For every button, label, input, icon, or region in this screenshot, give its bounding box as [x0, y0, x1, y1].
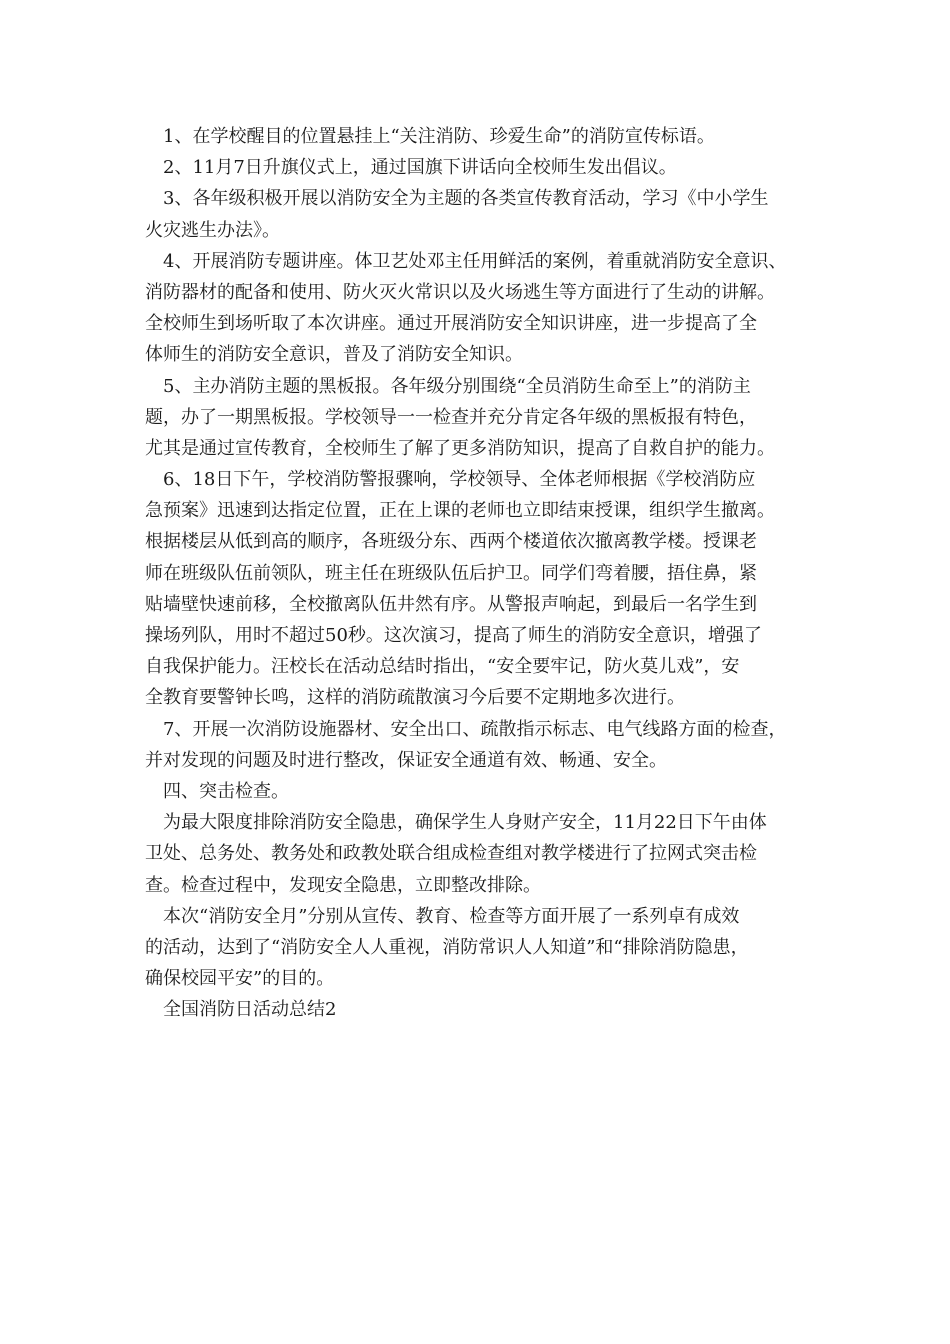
text-line: 5、主办消防主题的黑板报。各年级分别围绕“全员消防生命至上”的消防主 — [163, 375, 751, 397]
text-line: 消防器材的配备和使用、防火灭火常识以及火场逃生等方面进行了生动的讲解。 — [145, 281, 775, 303]
text-line: 6、18日下午，学校消防警报骤响，学校领导、全体老师根据《学校消防应 — [163, 469, 756, 491]
document-body — [145, 121, 815, 1025]
text-line: 3、各年级积极开展以消防安全为主题的各类宣传教育活动，学习《中小学生 — [163, 188, 769, 210]
text-line: 自我保护能力。汪校长在活动总结时指出，“安全要牢记，防火莫儿戏”，安 — [145, 656, 740, 678]
text-line: 操场列队，用时不超过50秒。这次演习，提高了师生的消防安全意识，增强了 — [145, 625, 762, 646]
text-line: 为最大限度排除消防安全隐患，确保学生人身财产安全，11月22日下午由体 — [163, 812, 767, 834]
text-line: 体师生的消防安全意识，普及了消防安全知识。 — [145, 344, 523, 366]
text-line: 火灾逃生办法》。 — [145, 219, 280, 241]
text-line: 查。检查过程中，发现安全隐患，立即整改排除。 — [145, 874, 541, 896]
text-line: 确保校园平安”的目的。 — [145, 968, 335, 990]
text-line: 师在班级队伍前领队，班主任在班级队伍后护卫。同学们弯着腰，捂住鼻，紧 — [145, 562, 757, 584]
text-line: 全校师生到场听取了本次讲座。通过开展消防安全知识讲座，进一步提高了全 — [145, 313, 757, 335]
text-line: 四、突击检查。 — [163, 780, 289, 802]
text-line: 全教育要警钟长鸣，这样的消防疏散演习今后要不定期地多次进行。 — [145, 687, 685, 709]
text-line: 4、开展消防专题讲座。体卫艺处邓主任用鲜活的案例，着重就消防安全意识、 — [163, 250, 787, 272]
text-line: 题，办了一期黑板报。学校领导一一检查并充分肯定各年级的黑板报有特色， — [145, 406, 757, 428]
text-line: 全国消防日活动总结2 — [163, 999, 337, 1021]
text-line: 根据楼层从低到高的顺序，各班级分东、西两个楼道依次撤离教学楼。授课老 — [145, 531, 757, 553]
text-line: 1、在学校醒目的位置悬挂上“关注消防、珍爱生命”的消防宣传标语。 — [163, 126, 715, 147]
text-line: 2、11月7日升旗仪式上，通过国旗下讲话向全校师生发出倡议。 — [163, 157, 677, 179]
text-line: 急预案》迅速到达指定位置，正在上课的老师也立即结束授课，组织学生撤离。 — [145, 500, 775, 522]
text-line: 并对发现的问题及时进行整改，保证安全通道有效、畅通、安全。 — [145, 749, 667, 771]
text-line: 7、开展一次消防设施器材、安全出口、疏散指示标志、电气线路方面的检查， — [163, 718, 787, 740]
text-line: 尤其是通过宣传教育，全校师生了解了更多消防知识，提高了自救自护的能力。 — [145, 437, 775, 459]
text-line: 的活动，达到了“消防安全人人重视，消防常识人人知道”和“排除消防隐患， — [145, 936, 749, 958]
text-line: 卫处、总务处、教务处和政教处联合组成检查组对教学楼进行了拉网式突击检 — [145, 843, 757, 865]
text-line: 贴墙壁快速前移，全校撤离队伍井然有序。从警报声响起，到最后一名学生到 — [145, 593, 757, 615]
text-line: 本次“消防安全月”分别从宣传、教育、检查等方面开展了一系列卓有成效 — [163, 905, 740, 927]
